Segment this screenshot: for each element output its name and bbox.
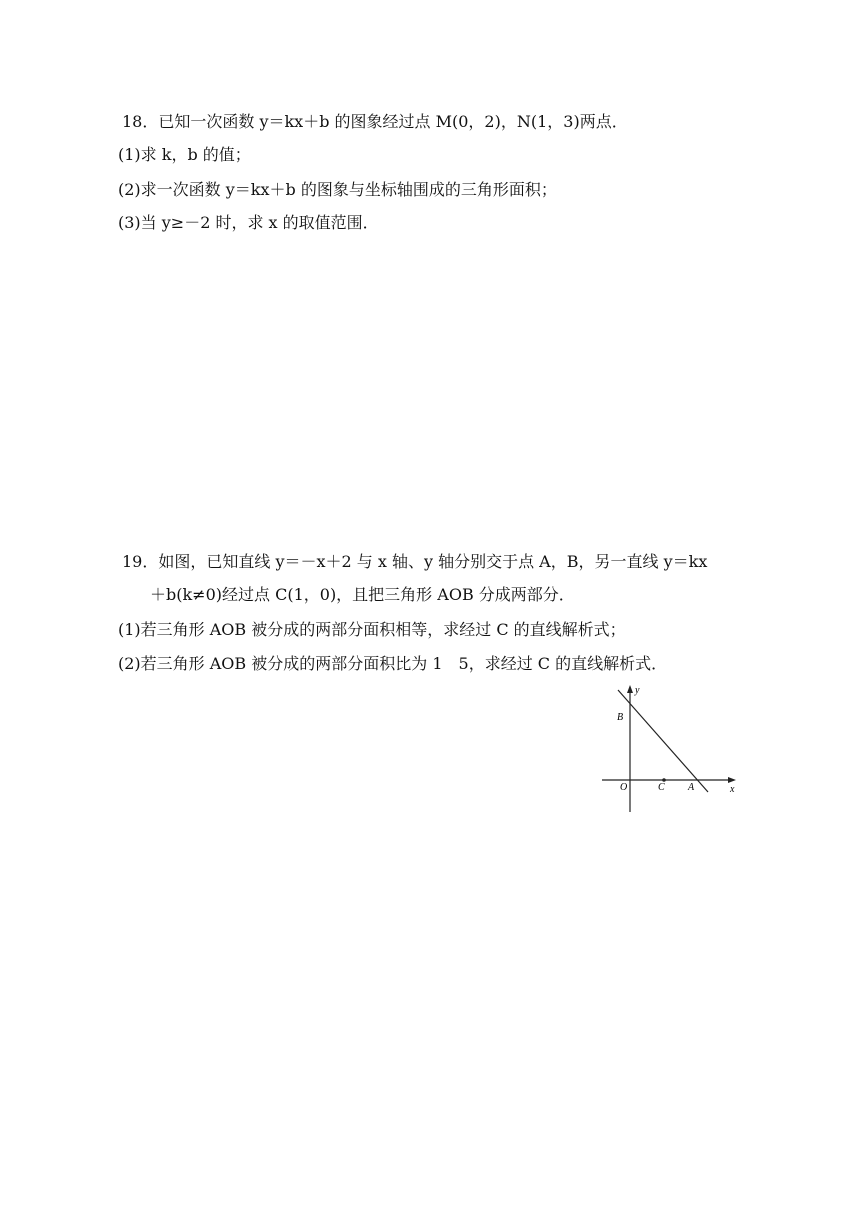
q19-stem-line-2: ＋b(k≠0)经过点 C(1，0)，且把三角形 AOB 分成两部分． xyxy=(150,585,575,604)
q19-part-2: (2)若三角形 AOB 被分成的两部分面积比为 1 5，求经过 C 的直线解析式． xyxy=(118,654,668,673)
x-axis-arrow xyxy=(728,777,736,783)
point-a-label: A xyxy=(688,782,695,793)
q19-stem-line-1: 19．如图，已知直线 y＝－x＋2 与 x 轴、y 轴分别交于点 A，B，另一直线 y＝kx xyxy=(122,552,708,571)
coordinate-figure-svg xyxy=(598,680,740,814)
q18-part-2: (2)求一次函数 y＝kx＋b 的图象与坐标轴围成的三角形面积； xyxy=(118,180,557,199)
q19-part-1: (1)若三角形 AOB 被分成的两部分面积相等，求经过 C 的直线解析式； xyxy=(118,620,626,639)
q18-part-1: (1)求 k，b 的值； xyxy=(118,145,251,164)
y-axis-arrow xyxy=(627,685,633,693)
point-c-label: C xyxy=(658,782,665,793)
point-b-label: B xyxy=(617,712,624,723)
line-ab xyxy=(618,690,708,792)
q18-part-3: (3)当 y≥－2 时，求 x 的取值范围． xyxy=(118,213,379,232)
y-axis-label: y xyxy=(635,685,640,696)
origin-label: O xyxy=(620,782,628,793)
coordinate-figure xyxy=(598,680,740,814)
x-axis-label: x xyxy=(730,784,735,795)
q18-stem: 18．已知一次函数 y＝kx＋b 的图象经过点 M(0，2)，N(1，3)两点． xyxy=(122,112,628,131)
